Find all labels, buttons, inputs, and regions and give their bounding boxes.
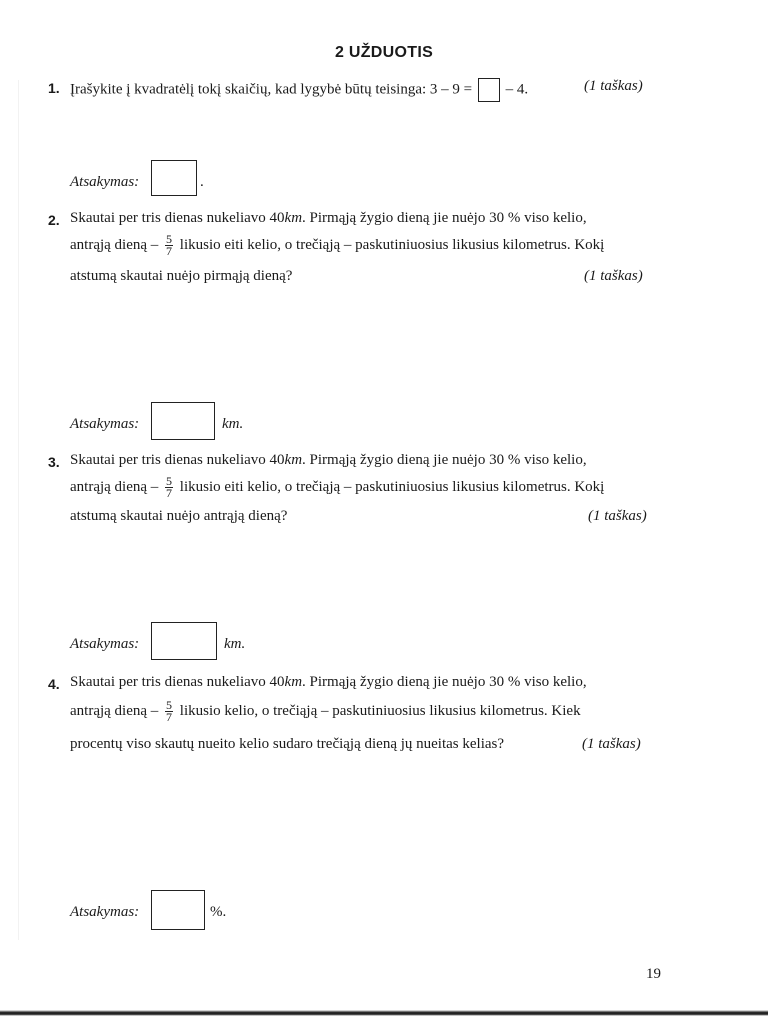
task-1-points: (1 taškas) [584,78,643,94]
task-4-number: 4. [48,676,60,692]
task-2-line-1-rest: . Pirmąją žygio dieną jie nuėjo 30 % viso kelio, [302,210,587,226]
task-3-answer-label: Atsakymas: [70,636,140,652]
scan-margin-line [18,80,19,940]
task-3-answer-unit: km. [224,636,246,652]
task-2-line-1-text: Skautai per tris dienas nukeliavo 40 [70,210,285,226]
task-1-text-end: – 4. [505,81,529,98]
task-3-line-1 [70,452,587,469]
task-2-line-2-start: antrąją dieną – [70,236,159,253]
task-3-line-1-rest: . Pirmąją žygio dieną jie nuėjo 30 % viso kelio, [302,452,587,468]
task-4-answer-unit: %. [210,904,227,920]
fraction-denominator: 7 [166,486,173,500]
task-1-answer-label: Atsakymas: [70,174,140,190]
task-2-points: (1 taškas) [584,268,643,284]
fraction-denominator: 7 [166,710,173,724]
task-1-answer-box[interactable] [151,160,197,196]
task-4-line-2 [70,700,581,723]
task-2-answer-unit: km. [222,416,244,432]
task-4-answer-label: Atsakymas: [70,904,140,920]
task-1-text: Įrašykite į kvadratėlį tokį skaičių, kad lygybė būtų teisinga: 3 – 9 = [70,81,473,98]
task-3-points: (1 taškas) [588,508,647,524]
task-3-line-2-start: antrąją dieną – [70,478,159,495]
task-3-line-2 [70,476,604,499]
task-4-unit-km: km [284,674,303,690]
task-3-number: 3. [48,454,60,470]
page-number: 19 [646,966,661,982]
fraction-numerator: 5 [166,698,173,712]
task-3-line-2-end: likusio eiti kelio, o trečiąją – paskutiniuosius likusius kilometrus. Kokį [179,478,605,495]
task-4-line-1 [70,674,587,691]
task-2-fraction [165,234,173,257]
task-4-fraction [165,700,173,723]
page-title: 2 UŽDUOTIS [334,44,434,61]
task-3-answer-box[interactable] [151,622,217,660]
task-2-line-1 [70,210,587,227]
task-1-inline-answer-box[interactable] [478,78,500,102]
fraction-denominator: 7 [166,244,173,258]
task-4-answer-box[interactable] [151,890,205,930]
task-4-line-2-start: antrąją dieną – [70,702,159,719]
task-2-answer-label: Atsakymas: [70,416,140,432]
task-2-line-2-end: likusio eiti kelio, o trečiąją – paskutiniuosius likusius kilometrus. Kokį [179,236,605,253]
task-1-number: 1. [48,80,60,96]
task-4-line-2-end: likusio kelio, o trečiąją – paskutiniuosius likusius kilometrus. Kiek [179,702,581,719]
task-3-line-1-text: Skautai per tris dienas nukeliavo 40 [70,452,285,468]
task-2-unit-km: km [284,210,303,226]
task-3-unit-km: km [284,452,303,468]
task-2-answer-box[interactable] [151,402,215,440]
task-3-fraction [165,476,173,499]
task-1-answer-suffix: . [200,174,204,190]
task-4-points: (1 taškas) [582,736,641,752]
task-4-line-1-rest: . Pirmąją žygio dieną jie nuėjo 30 % viso kelio, [302,674,587,690]
fraction-numerator: 5 [166,232,173,246]
task-3-line-3: atstumą skautai nuėjo antrąją dieną? [70,508,288,524]
task-2-number: 2. [48,212,60,228]
task-2-line-2 [70,234,604,257]
bottom-scan-edge [0,1010,768,1016]
task-1-question [70,78,528,102]
task-4-line-3: procentų viso skautų nueito kelio sudaro trečiąją dieną jų nueitas kelias? [70,736,505,752]
fraction-numerator: 5 [166,474,173,488]
task-2-line-3: atstumą skautai nuėjo pirmąją dieną? [70,268,293,284]
task-4-line-1-text: Skautai per tris dienas nukeliavo 40 [70,674,285,690]
